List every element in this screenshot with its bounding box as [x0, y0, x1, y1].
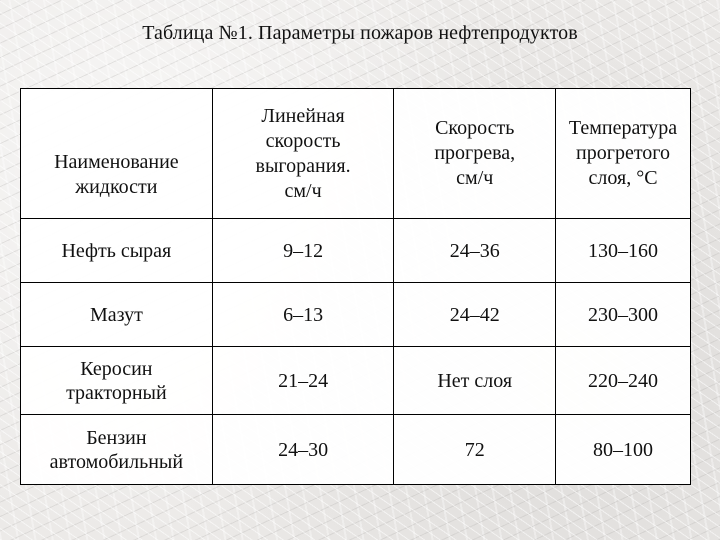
heat-rate-cell: 24–36 — [394, 219, 556, 283]
header-text-line: Температура — [568, 117, 678, 139]
table-row — [21, 415, 691, 485]
column-header-heat-rate — [394, 89, 556, 219]
burn-rate-cell: 24–30 — [212, 415, 394, 485]
column-header-liquid-name — [21, 89, 213, 219]
liquid-name-cell — [21, 283, 213, 347]
header-text-line: прогретого — [576, 142, 671, 164]
column-header-burn-rate — [212, 89, 394, 219]
liquid-name-line: Керосин — [80, 357, 153, 380]
header-text-line: Скорость — [435, 117, 515, 139]
header-text-line: жидкости — [75, 176, 158, 198]
header-text-line: Линейная — [261, 104, 345, 127]
page-title: Таблица №1. Параметры пожаров нефтепродуктов — [142, 22, 578, 44]
heat-rate-cell: 72 — [394, 415, 556, 485]
table-row — [21, 347, 691, 415]
liquid-name-cell — [21, 347, 213, 415]
temperature-cell: 130–160 — [556, 219, 691, 283]
header-text-line: слоя, °С — [588, 167, 658, 189]
burn-rate-cell: 21–24 — [212, 347, 394, 415]
heat-rate-cell: Нет слоя — [394, 347, 556, 415]
temperature-cell: 230–300 — [556, 283, 691, 347]
burn-rate-cell: 9–12 — [212, 219, 394, 283]
liquid-name-cell — [21, 219, 213, 283]
liquid-name-line: Нефть сырая — [61, 239, 172, 262]
table-header-row — [21, 89, 691, 219]
header-text-line: Наименование — [54, 151, 179, 173]
table-row — [21, 219, 691, 283]
header-text-line: см/ч — [284, 179, 322, 202]
liquid-name-line: Мазут — [89, 303, 143, 326]
temperature-cell: 80–100 — [556, 415, 691, 485]
liquid-name-line: тракторный — [66, 381, 167, 404]
header-text-line: выгорания. — [255, 154, 351, 177]
header-text-line: скорость — [265, 129, 341, 152]
column-header-temperature — [556, 89, 691, 219]
temperature-cell: 220–240 — [556, 347, 691, 415]
liquid-name-cell — [21, 415, 213, 485]
table-row — [21, 283, 691, 347]
liquid-name-line: Бензин — [86, 426, 147, 449]
header-text-line: прогрева, — [434, 142, 516, 164]
burn-rate-cell: 6–13 — [212, 283, 394, 347]
liquid-name-line: автомобильный — [49, 450, 184, 473]
heat-rate-cell: 24–42 — [394, 283, 556, 347]
header-text-line: см/ч — [456, 167, 494, 189]
fire-parameters-table — [20, 88, 691, 485]
